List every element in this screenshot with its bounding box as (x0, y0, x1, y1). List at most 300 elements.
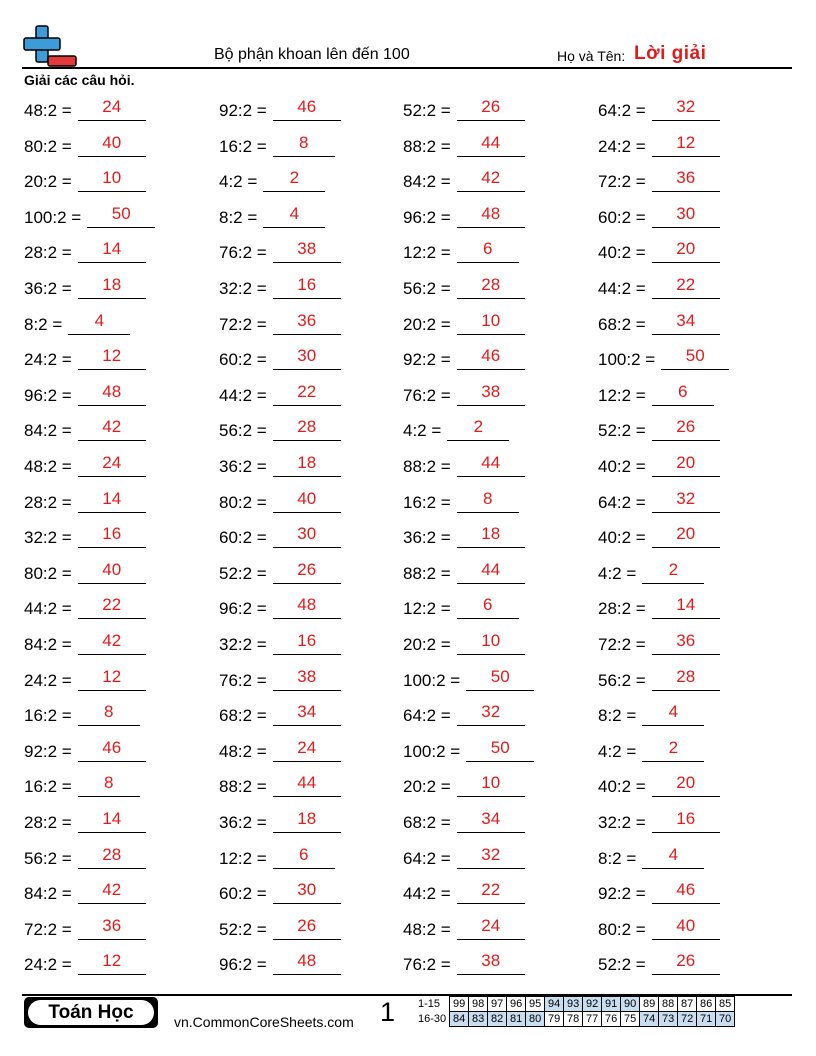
problem-item (219, 417, 341, 444)
answer-blank[interactable] (78, 168, 146, 192)
answer-value: 6 (483, 239, 493, 259)
answer-blank[interactable] (273, 97, 341, 121)
answer-value: 28 (297, 417, 317, 437)
answer-value: 8 (483, 488, 493, 508)
answer-blank[interactable] (457, 310, 525, 335)
answer-blank[interactable] (273, 381, 341, 406)
problem-item (219, 239, 341, 266)
answer-value: 36 (102, 915, 122, 935)
answer-value: 14 (676, 595, 696, 615)
answer-blank[interactable] (652, 488, 720, 513)
answer-blank[interactable] (457, 97, 525, 121)
problem-item (219, 346, 341, 373)
answer-value: 42 (102, 880, 122, 900)
answer-value: 14 (102, 809, 122, 828)
problem-question: 76:2 = (403, 955, 451, 975)
problem-question: 24:2 = (24, 670, 72, 690)
answer-value: 40 (676, 915, 696, 935)
problem-question: 100:2 = (24, 207, 82, 227)
problem-question: 76:2 = (219, 670, 267, 690)
answer-blank[interactable] (78, 809, 146, 833)
answer-value: 2 (668, 559, 679, 579)
answer-blank[interactable] (466, 666, 534, 691)
problem-question: 68:2 = (219, 706, 267, 726)
problem-item (403, 310, 525, 338)
answer-blank[interactable] (273, 880, 341, 904)
answer-blank[interactable] (78, 239, 146, 263)
answer-blank[interactable] (273, 524, 341, 548)
problem-question: 56:2 = (598, 670, 646, 690)
answer-value: 4 (94, 310, 105, 330)
problem-question: 44:2 = (219, 385, 267, 405)
problem-item (598, 381, 714, 409)
problem-item (598, 203, 720, 231)
answer-blank[interactable] (457, 631, 525, 655)
answer-blank[interactable] (78, 737, 146, 762)
answer-value: 12 (102, 951, 122, 971)
problem-question: 92:2 = (598, 884, 646, 904)
answer-value: 18 (297, 809, 317, 828)
answer-blank[interactable] (273, 132, 335, 157)
problem-question: 32:2 = (598, 813, 646, 832)
answer-blank[interactable] (457, 880, 525, 904)
answer-blank[interactable] (78, 559, 146, 584)
answer-blank[interactable] (652, 773, 720, 797)
score-cell: 79 (545, 1012, 564, 1027)
answer-blank[interactable] (263, 203, 325, 228)
answer-value: 48 (297, 595, 317, 615)
problem-item (24, 310, 130, 338)
score-cell: 75 (621, 1012, 640, 1027)
problem-item (598, 488, 720, 516)
problem-item (403, 880, 525, 907)
problem-item (24, 203, 155, 231)
problem-question: 52:2 = (219, 919, 267, 939)
problem-item (403, 203, 525, 231)
problem-question: 72:2 = (219, 314, 267, 334)
answer-blank[interactable] (273, 951, 341, 975)
answer-blank[interactable] (652, 203, 720, 228)
answer-blank[interactable] (78, 453, 146, 477)
problem-question: 36:2 = (403, 528, 451, 548)
answer-value: 10 (102, 168, 122, 188)
problem-item (219, 310, 341, 338)
answer-blank[interactable] (78, 880, 146, 904)
score-cell: 86 (697, 997, 716, 1012)
problem-question: 88:2 = (403, 136, 451, 156)
problem-item (219, 488, 341, 516)
problem-item (219, 915, 341, 943)
problem-question: 68:2 = (598, 314, 646, 334)
problem-question: 48:2 = (219, 741, 267, 761)
answer-blank[interactable] (652, 595, 720, 619)
answer-blank[interactable] (78, 346, 146, 370)
answer-blank[interactable] (273, 559, 341, 584)
answer-blank[interactable] (78, 488, 146, 513)
answer-blank[interactable] (273, 310, 341, 335)
answer-blank[interactable] (78, 666, 146, 691)
problem-question: 32:2 = (219, 279, 267, 298)
answer-blank[interactable] (78, 417, 146, 441)
answer-blank[interactable] (273, 239, 341, 263)
answer-blank[interactable] (652, 809, 720, 833)
score-cell: 73 (659, 1012, 678, 1027)
answer-value: 30 (676, 203, 696, 223)
answer-blank[interactable] (457, 702, 525, 726)
answer-blank[interactable] (447, 417, 509, 441)
answer-value: 4 (668, 702, 679, 722)
problem-question: 80:2 = (24, 136, 72, 156)
answer-value: 44 (297, 773, 317, 793)
problem-question: 56:2 = (219, 421, 267, 441)
problem-item (403, 631, 525, 658)
score-cell: 87 (678, 997, 697, 1012)
answer-key-label: Lời giải (634, 43, 707, 64)
problem-item (598, 915, 720, 943)
answer-value: 28 (676, 666, 696, 686)
answer-value: 48 (481, 203, 501, 223)
answer-blank[interactable] (78, 97, 146, 121)
answer-blank[interactable] (652, 417, 720, 441)
score-cell: 83 (469, 1012, 488, 1027)
problem-item (403, 595, 519, 622)
answer-blank[interactable] (273, 595, 341, 619)
problem-question: 40:2 = (598, 457, 646, 476)
answer-blank[interactable] (642, 559, 704, 584)
problem-question: 44:2 = (24, 599, 72, 619)
problem-question: 92:2 = (403, 350, 451, 370)
answer-blank[interactable] (652, 951, 720, 975)
problem-item (598, 132, 720, 160)
problem-item (403, 951, 525, 978)
problem-item (219, 132, 335, 160)
answer-value: 12 (102, 346, 122, 366)
answer-blank[interactable] (273, 453, 341, 477)
problem-question: 76:2 = (219, 243, 267, 263)
problem-item (598, 524, 720, 551)
problem-item (403, 239, 519, 266)
problem-item (24, 809, 146, 836)
problem-question: 100:2 = (403, 741, 461, 761)
problem-question: 96:2 = (219, 599, 267, 619)
answer-value: 16 (297, 631, 317, 650)
problem-question: 16:2 = (403, 492, 451, 512)
problem-item (24, 239, 146, 266)
problem-item (403, 488, 519, 516)
problem-item (219, 773, 341, 800)
answer-blank[interactable] (457, 524, 525, 548)
problem-question: 56:2 = (403, 279, 451, 298)
answer-blank[interactable] (78, 132, 146, 157)
problem-question: 20:2 = (24, 172, 72, 192)
answer-blank[interactable] (78, 524, 146, 548)
problem-item (24, 844, 146, 872)
answer-value: 12 (676, 132, 696, 152)
score-row (418, 1012, 735, 1027)
problem-question: 24:2 = (24, 955, 72, 975)
problem-item (598, 275, 720, 302)
problem-item (403, 844, 525, 872)
problem-question: 44:2 = (598, 279, 646, 298)
score-cell: 93 (564, 997, 583, 1012)
answer-blank[interactable] (78, 381, 146, 406)
answer-blank[interactable] (466, 737, 534, 762)
score-row (418, 997, 735, 1012)
problem-question: 100:2 = (598, 350, 656, 370)
answer-blank[interactable] (263, 168, 325, 192)
score-cell: 88 (659, 997, 678, 1012)
problem-question: 16:2 = (24, 777, 72, 797)
problem-item (403, 737, 534, 765)
problem-item (219, 666, 341, 694)
problem-question: 36:2 = (219, 813, 267, 832)
answer-value: 46 (297, 97, 317, 116)
problem-question: 36:2 = (24, 279, 72, 298)
answer-blank[interactable] (457, 203, 525, 228)
answer-value: 16 (297, 275, 317, 294)
answer-blank[interactable] (273, 666, 341, 691)
answer-value: 18 (297, 453, 317, 472)
problem-item (219, 453, 341, 480)
answer-blank[interactable] (652, 275, 720, 299)
problem-question: 96:2 = (219, 955, 267, 975)
problem-question: 88:2 = (403, 457, 451, 476)
problem-question: 8:2 = (24, 314, 63, 334)
answer-value: 42 (102, 631, 122, 650)
answer-value: 38 (481, 951, 501, 971)
instructions: Giải các câu hỏi. (24, 72, 135, 88)
answer-value: 30 (297, 880, 317, 900)
problem-question: 20:2 = (403, 314, 451, 334)
problem-question: 48:2 = (403, 919, 451, 939)
problem-item (219, 97, 341, 124)
answer-value: 26 (297, 915, 317, 935)
score-row-label: 16-30 (418, 1013, 447, 1025)
brand-badge (24, 997, 158, 1028)
problem-question: 96:2 = (403, 207, 451, 227)
answer-blank[interactable] (652, 631, 720, 655)
problem-item (219, 595, 341, 622)
answer-value: 34 (297, 702, 317, 722)
answer-value: 50 (490, 666, 510, 686)
problem-question: 60:2 = (219, 884, 267, 904)
answer-value: 30 (297, 346, 317, 366)
answer-blank[interactable] (68, 310, 130, 335)
answer-value: 24 (297, 737, 317, 757)
problem-question: 36:2 = (219, 457, 267, 476)
problem-item (24, 595, 146, 622)
score-cell: 91 (602, 997, 621, 1012)
answer-blank[interactable] (457, 346, 525, 370)
answer-blank[interactable] (273, 702, 341, 726)
problem-item (598, 951, 720, 978)
answer-value: 8 (104, 773, 114, 793)
answer-blank[interactable] (273, 737, 341, 762)
problem-question: 72:2 = (24, 919, 72, 939)
answer-blank[interactable] (87, 203, 155, 228)
score-cell: 99 (450, 997, 469, 1012)
problem-question: 12:2 = (219, 848, 267, 868)
answer-blank[interactable] (457, 809, 525, 833)
answer-blank[interactable] (457, 132, 525, 157)
answer-blank[interactable] (652, 915, 720, 940)
answer-blank[interactable] (78, 915, 146, 940)
answer-blank[interactable] (642, 737, 704, 762)
problem-question: 68:2 = (403, 813, 451, 832)
answer-blank[interactable] (457, 275, 525, 299)
answer-blank[interactable] (273, 631, 341, 655)
problem-question: 4:2 = (403, 421, 442, 441)
answer-value: 22 (676, 275, 696, 294)
answer-value: 16 (676, 809, 696, 828)
answer-value: 46 (102, 737, 122, 757)
answer-blank[interactable] (652, 524, 720, 548)
answer-value: 22 (297, 381, 317, 401)
problem-item (403, 381, 525, 409)
problem-item (403, 524, 525, 551)
answer-blank[interactable] (273, 915, 341, 940)
answer-value: 8 (104, 702, 114, 722)
score-cell: 74 (640, 1012, 659, 1027)
answer-blank[interactable] (78, 631, 146, 655)
answer-blank[interactable] (273, 844, 335, 869)
answer-blank[interactable] (78, 275, 146, 299)
answer-blank[interactable] (652, 97, 720, 121)
problem-item (219, 524, 341, 551)
problem-item (598, 417, 720, 444)
problem-item (598, 97, 720, 124)
answer-blank[interactable] (457, 488, 519, 513)
problem-question: 16:2 = (24, 706, 72, 726)
problem-item (219, 737, 341, 765)
answer-blank[interactable] (652, 239, 720, 263)
answer-blank[interactable] (457, 915, 525, 940)
answer-value: 26 (676, 951, 696, 971)
answer-blank[interactable] (652, 310, 720, 335)
answer-blank[interactable] (457, 951, 525, 975)
answer-blank[interactable] (457, 773, 525, 797)
answer-blank[interactable] (273, 275, 341, 299)
answer-value: 44 (481, 132, 501, 152)
problem-question: 64:2 = (403, 848, 451, 868)
answer-blank[interactable] (661, 346, 729, 370)
answer-blank[interactable] (78, 773, 140, 797)
answer-blank[interactable] (642, 702, 704, 726)
problem-question: 24:2 = (598, 136, 646, 156)
answer-value: 50 (111, 203, 131, 223)
site-url: vn.CommonCoreSheets.com (174, 1014, 354, 1030)
plus-minus-logo-icon (22, 24, 78, 68)
problem-question: 4:2 = (219, 172, 258, 192)
problem-question: 52:2 = (219, 563, 267, 583)
answer-blank[interactable] (273, 417, 341, 441)
problem-question: 72:2 = (598, 172, 646, 192)
answer-value: 40 (297, 488, 317, 508)
answer-blank[interactable] (652, 168, 720, 192)
answer-blank[interactable] (457, 595, 519, 619)
problem-item (24, 524, 146, 551)
answer-blank[interactable] (652, 132, 720, 157)
answer-blank[interactable] (273, 488, 341, 513)
problem-item (598, 595, 720, 622)
answer-blank[interactable] (642, 844, 704, 869)
answer-blank[interactable] (273, 346, 341, 370)
answer-blank[interactable] (457, 559, 525, 584)
problem-question: 48:2 = (24, 457, 72, 476)
score-cell: 90 (621, 997, 640, 1012)
answer-blank[interactable] (78, 702, 140, 726)
problem-item (598, 737, 704, 765)
score-cell: 84 (450, 1012, 469, 1027)
problem-item (24, 168, 146, 195)
answer-value: 6 (678, 381, 688, 401)
problem-question: 64:2 = (598, 492, 646, 512)
problem-item (403, 773, 525, 800)
score-cell: 89 (640, 997, 659, 1012)
problem-question: 92:2 = (24, 741, 72, 761)
answer-value: 12 (102, 666, 122, 686)
score-key-table (418, 996, 735, 1027)
answer-blank[interactable] (652, 666, 720, 691)
answer-value: 32 (481, 702, 501, 722)
problem-item (219, 844, 335, 872)
problem-item (24, 702, 140, 729)
answer-blank[interactable] (457, 168, 525, 192)
problem-item (219, 631, 341, 658)
answer-value: 26 (481, 97, 501, 116)
answer-blank[interactable] (78, 844, 146, 869)
answer-value: 46 (676, 880, 696, 900)
answer-blank[interactable] (78, 951, 146, 975)
answer-value: 36 (297, 310, 317, 330)
answer-value: 48 (102, 381, 122, 401)
answer-blank[interactable] (78, 595, 146, 619)
score-cell: 76 (602, 1012, 621, 1027)
score-cell: 98 (469, 997, 488, 1012)
answer-blank[interactable] (457, 453, 525, 477)
answer-blank[interactable] (457, 239, 519, 263)
problem-question: 8:2 = (219, 207, 258, 227)
answer-blank[interactable] (457, 381, 525, 406)
answer-blank[interactable] (273, 773, 341, 797)
answer-value: 48 (297, 951, 317, 971)
problem-question: 60:2 = (598, 207, 646, 227)
problem-item (403, 702, 525, 729)
problem-question: 8:2 = (598, 848, 637, 868)
answer-value: 44 (481, 559, 501, 579)
answer-value: 18 (481, 524, 501, 544)
answer-value: 28 (102, 844, 122, 864)
problem-question: 76:2 = (403, 385, 451, 405)
problem-question: 16:2 = (219, 136, 267, 156)
problem-item (403, 666, 534, 694)
problem-question: 32:2 = (24, 528, 72, 548)
problem-question: 44:2 = (403, 884, 451, 904)
answer-blank[interactable] (652, 880, 720, 904)
answer-blank[interactable] (457, 844, 525, 869)
problem-question: 8:2 = (598, 706, 637, 726)
problem-question: 88:2 = (219, 777, 267, 797)
score-cell: 95 (526, 997, 545, 1012)
problem-item (598, 453, 720, 480)
problem-question: 12:2 = (403, 599, 451, 619)
answer-blank[interactable] (652, 381, 714, 406)
problem-question: 28:2 = (598, 599, 646, 619)
answer-blank[interactable] (652, 453, 720, 477)
answer-blank[interactable] (273, 809, 341, 833)
answer-value: 44 (481, 453, 501, 472)
problem-item (219, 203, 325, 231)
